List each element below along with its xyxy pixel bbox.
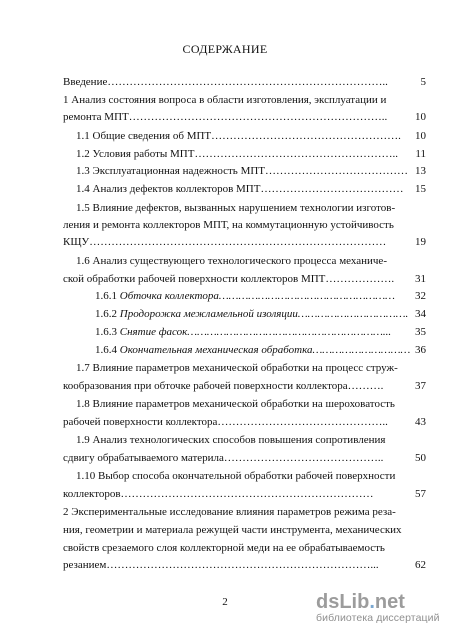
toc-entry-line: 1.6.2 Продорожка межламельной изоляции……………………………. <box>95 308 409 320</box>
toc-entry-line: ния, геометрии и материала режущей части инструмента, механических <box>63 524 402 536</box>
toc-entry-line: 1.1 Общие сведения об МПТ……………………………………………. <box>76 130 401 142</box>
watermark-logo <box>316 591 444 625</box>
toc-page-ref: 57 <box>415 488 426 500</box>
toc-page-ref: 11 <box>415 148 426 160</box>
toc-entry-line: свойств срезаемого слоя коллекторной меди на ее обрабатываемость <box>63 542 385 554</box>
toc-page-ref: 5 <box>420 76 426 88</box>
toc-page-ref: 32 <box>415 290 426 302</box>
toc-page-ref: 31 <box>415 273 426 285</box>
toc-page-ref: 43 <box>415 416 426 428</box>
toc-page-ref: 34 <box>415 308 426 320</box>
toc-entry-line: 1.7 Влияние параметров механической обработки на процесс струж- <box>76 362 398 374</box>
toc-page-ref: 50 <box>415 452 426 464</box>
toc-entry-line: ремонта МПТ…………………………………………………………….. <box>63 111 388 123</box>
toc-entry-line: 1.6.1 Обточка коллектора……………………………………………… <box>95 290 395 302</box>
page-title: СОДЕРЖАНИЕ <box>182 42 268 56</box>
toc-entry-line: 1.3 Эксплуатационная надежность МПТ………………………………… <box>76 165 409 177</box>
toc-page-ref: 36 <box>415 344 426 356</box>
toc-entry-line: 2 Экспериментальные исследование влияния параметров режима реза- <box>63 506 396 518</box>
toc-entry-line: 1.2 Условия работы МПТ……………………………………………….. <box>76 148 398 160</box>
toc-entry-line: КЩУ……………………………………………………………………… <box>63 236 387 248</box>
toc-page-ref: 10 <box>415 130 426 142</box>
page-number: 2 <box>222 596 228 608</box>
toc-entry-line: сдвигу обрабатываемого материла…………………………………….. <box>63 452 384 464</box>
toc-page-ref: 13 <box>415 165 426 177</box>
toc-page-ref: 37 <box>415 380 426 392</box>
watermark-brand: dsLib.net <box>316 591 405 613</box>
toc-entry-line: ления и ремонта коллекторов МПТ, на коммутационную устойчивость <box>63 219 394 231</box>
toc-page-ref: 62 <box>415 559 426 571</box>
toc-entry-line: Введение………………………………………………………………….. <box>63 76 388 88</box>
toc-entry-line: ской обработки рабочей поверхности коллекторов МПТ………………. <box>63 273 395 285</box>
toc-page-ref: 10 <box>415 111 426 123</box>
toc-entry-line: коллекторов…………………………………………………………… <box>63 488 374 500</box>
toc-entry-line: рабочей поверхности коллектора……………………………………….. <box>63 416 388 428</box>
toc-entry-line: резанием………………………………………………………………... <box>63 559 379 571</box>
toc-entry-line: 1.8 Влияние параметров механической обработки на шероховатость <box>76 398 395 410</box>
toc-entry-line: 1.6.4 Окончательная механическая обработка………………………… <box>95 344 411 356</box>
toc-entry-line: 1.9 Анализ технологических способов повышения сопротивления <box>76 434 386 446</box>
toc-entry-line: 1 Анализ состояния вопроса в области изготовления, эксплуатации и <box>63 94 387 106</box>
toc-page-ref: 19 <box>415 236 426 248</box>
toc-entry-line: кообразования при обточке рабочей поверхности коллектора………. <box>63 380 384 392</box>
toc-entry-line: 1.4 Анализ дефектов коллекторов МПТ………………………………… <box>76 183 404 195</box>
toc-entry-line: 1.6 Анализ существующего технологического процесса механиче- <box>76 255 387 267</box>
toc-page-ref: 35 <box>415 326 426 338</box>
watermark-subtitle: библиотека диссертаций <box>316 612 440 624</box>
toc-entry-line: 1.6.3 Снятие фасок……………………………………………………... <box>95 326 392 338</box>
toc-page-ref: 15 <box>415 183 426 195</box>
toc-entry-line: 1.5 Влияние дефектов, вызванных нарушением технологии изготов- <box>76 202 396 214</box>
toc-entry-line: 1.10 Выбор способа окончательной обработки рабочей поверхности <box>76 470 396 482</box>
